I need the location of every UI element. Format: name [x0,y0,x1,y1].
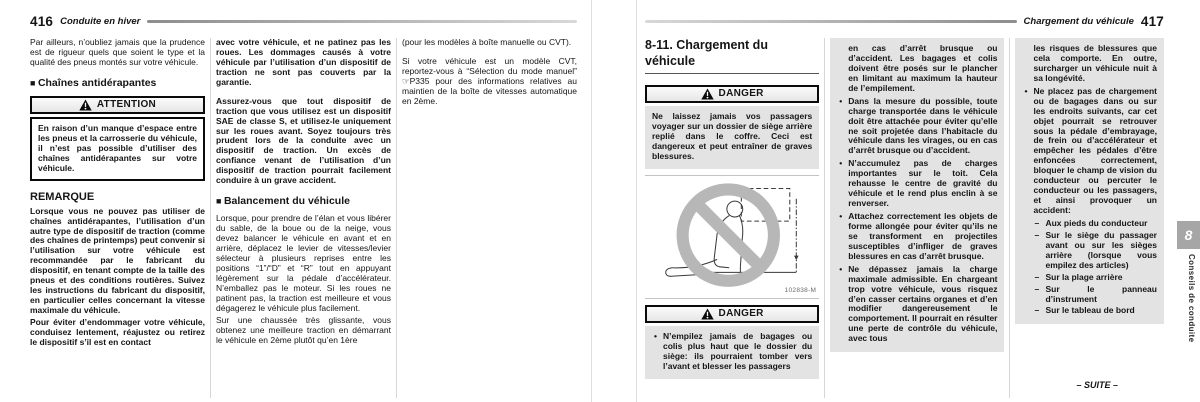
left-header-rule [147,20,577,23]
attention-label: ATTENTION [96,99,157,111]
remarque-paragraph: Pour éviter d’endommager votre véhicule, conduisez lentement, réajustez ou retirez le dispositif s’il est en contact [30,316,205,347]
chapter-number: 8 [1184,227,1193,243]
left-column-2 [216,38,391,398]
manual-page-right [636,0,1170,402]
danger-sub-item: – Sur le panneau d’instrument [1033,285,1157,305]
left-running-header [30,12,577,30]
left-page-columns [30,38,577,398]
right-page-number: 417 [1140,13,1164,29]
chapter-section-title: 8-11. Chargement du véhicule [645,38,768,68]
danger-bullet: • N’accumulez pas de charges importantes sur le toit. Cela rehausse le centre de gravité du véhicule et le rend plus enclin à se renverser. [837,159,997,209]
right-running-title: Chargement du véhicule [1023,15,1134,27]
danger-label: DANGER [718,88,764,100]
danger-sub-item: – Sur le tableau de bord [1033,306,1157,316]
danger-bullet: • Ne dépassez jamais la charge maximale admissible. En chargeant trop votre véhicule, vous risquez d’en casser certains organes et d’en modifier dangereusement le comportement. Il pourrait en résulter une perte de contrôle du véhicule, avec tous [837,265,997,345]
danger-body [645,326,819,379]
left-column-1 [30,38,205,398]
warning-triangle-icon [701,308,714,320]
title-rule [645,73,819,74]
danger-bullet: • Dans la mesure du possible, toute charge transportée dans le véhicule doit être attachée pour éviter qu’elle ne soit projetée dans l’habitacle du véhicule dans les virages, ou en cas d’arrêt brusque ou d’accident. [837,97,997,157]
danger-continuation-panel [830,38,1004,352]
right-running-header [645,12,1164,30]
danger-header [645,85,819,103]
remarque-heading: REMARQUE [30,190,95,203]
manual-page-left [0,0,592,402]
right-column-1 [645,38,819,398]
column-separator [210,38,211,398]
danger-bullet: • N’empilez jamais de bagages ou colis plus haut que le dossier du siège: ils pourraient tomber vers l’avant et blesser les passagers [652,332,812,372]
remarque-paragraph: Lorsque vous ne pouvez pas utiliser de chaînes antidérapantes, l’utilisation d’un autre type de dispositif de traction (comme des chaînes de printemps) peut convenir si l’utilisation sur votre véhicule est recommandée par le fabricant du dispositif, en tenant compte de la taille des pneus et des conditions routières. Suivez les instructions du fabricant du dispositif, en particulier celles concernant la vitesse maximale du véhicule. [30,205,205,316]
paragraph: (pour les modèles à boîte manuelle ou CVT). [402,37,572,47]
chapter-tab [1177,221,1200,249]
left-page-number: 416 [30,13,54,29]
danger-sub-item: – Sur le siège du passager avant ou sur les sièges arrière (lorsque vous empilez des articles) [1033,231,1157,271]
left-running-title: Conduite en hiver [60,15,141,27]
right-header-rule [645,20,1017,23]
paragraph: Lorsque, pour prendre de l’élan et vous libérer du sable, de la boue ou de la neige, vous devez balancer le véhicule en avant et en arrière, déplacez le levier de vitesses/levier sélecteur à plusieurs reprises entre les positions “1”/“D” et “R” tout en appuyant légèrement sur la pédale d’accélérateur. N’emballez pas le moteur. Si les roues ne patinent pas, la traction est meilleure et vous dégagerez le véhicule plus facilement. [216,213,391,313]
figure-code: 102838-M [784,287,817,295]
danger-sub-item: – Sur la plage arrière [1033,273,1157,283]
warning-triangle-icon [701,88,714,100]
danger-label: DANGER [718,308,764,320]
paragraph-with-page-reference: Si votre véhicule est un modèle CVT, reportez-vous à “Sélection du mode manuel” ☞P335 pour des informations relatives au maintien de la boîte de vitesses automatique en 2ème. [402,55,577,106]
danger-body: Ne laissez jamais vos passagers voyager sur un dossier de siège arrière replié dans le coffre. Ceci est dangereux et peut entraîner de graves blessures. [645,106,819,169]
danger-bullet: • Attachez correctement les objets de forme allongée pour éviter qu’ils ne se transforment en projectiles susceptibles d’infliger de graves blessures en cas d’arrêt brusque. [837,212,997,262]
section-heading-chains: ■ Chaînes antidérapantes [30,77,205,89]
danger-sub-item: – Aux pieds du conducteur [1033,219,1157,229]
left-column-3 [402,38,577,398]
prohibition-illustration [650,181,814,293]
right-page-columns [645,38,1164,398]
danger-bullet: • Ne placez pas de chargement ou de bagages dans ou sur les endroits suivants, car cet objet pourrait se retrouver sous la pédale d’embrayage, de frein ou d’accélérateur et empêcher les pédales d’être enfoncées correctement, bloquer le champ de vision du conducteur ou percuter le conducteur ou les passagers, et ainsi provoquer un accident: [1022,87,1157,216]
column-separator [1009,38,1010,398]
right-column-2 [830,38,1004,398]
section-heading-rocking: ■ Balancement du véhicule [216,195,391,207]
chapter-label-vertical: Conseils de conduite [1187,254,1196,343]
right-column-3 [1015,38,1164,398]
danger-continuation-text: en cas d’arrêt brusque ou d’accident. Les bagages et colis doivent être posés sur le plancher en limitant au maximum la hauteur de l’empilement. [848,43,998,93]
attention-header [30,96,205,114]
continued-marker: – SUITE – [1076,380,1118,390]
warning-triangle-icon [79,99,92,111]
paragraph: Par ailleurs, n’oubliez jamais que la prudence est de rigueur quels que soient le type et la qualité des pneus montés sur votre véhicule. [30,37,205,67]
column-separator [396,38,397,398]
danger-header [645,305,819,323]
danger-continuation-text: les risques de blessures que cela comporte. En outre, surcharger un véhicule nuit à sa longévité. [1033,43,1157,83]
remarque-continuation: Assurez-vous que tout dispositif de traction que vous utilisez est un dispositif SAE de classe S, et utilisez-le uniquement sur les roues avant. Soyez toujours très prudent lors de la conduite avec un dispositif de traction. Un excès de confiance venant de l’utilisation d’un dispositif de traction pourrait facilement conduire à un grave accident. [216,95,391,186]
paragraph: Sur une chaussée très glissante, vous obtenez une meilleure traction en démarrant le véhicule en 2ème plutôt qu’en 1ère [216,314,391,345]
attention-body: En raison d’un manque d’espace entre les pneus et la carrosserie du véhicule, il n’est pas possible d’utiliser des chaînes antidérapantes sur votre véhicule. [30,117,205,181]
no-riding-on-folded-seatback-figure [645,175,819,299]
remarque-continuation: avec votre véhicule, et ne patinez pas les roues. Les dommages causés à votre véhicule par l’utilisation d’un dispositif de traction ne sont pas couverts par la garantie. [216,37,391,87]
column-separator [824,38,825,398]
danger-continuation-panel [1015,38,1164,324]
